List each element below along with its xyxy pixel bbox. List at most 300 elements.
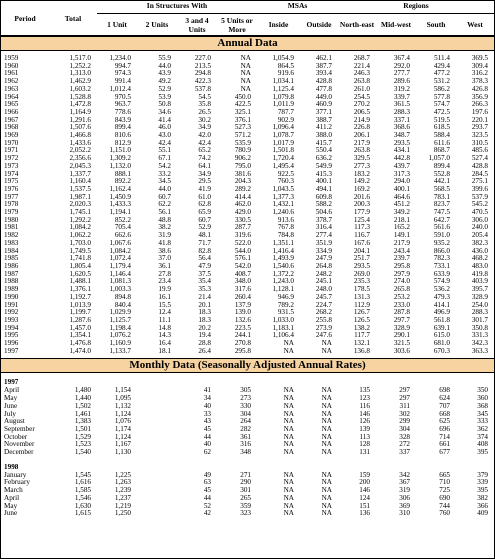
table-cell: NA [240,77,251,86]
row-period-cell: 1986 [4,261,19,270]
table-cell: 117.3 [354,223,370,232]
table-cell: 974.3 [114,69,131,78]
table-cell: 783.1 [433,192,450,201]
table-cell: 41.8 [158,238,171,247]
table-cell: 1,745.1 [69,208,91,217]
table-cell: NA [321,448,332,457]
table-cell: 367.4 [393,54,410,62]
table-cell: 201.6 [353,192,370,201]
table-cell: 550.4 [315,146,332,155]
table-cell: 220.1 [471,115,488,124]
row-period-cell: August [4,417,25,426]
table-cell: NA [283,432,294,441]
table-cell: 549.9 [315,161,332,170]
table-cell: 44 [203,493,211,502]
table-cell: 586.2 [433,84,450,93]
header-regions-group: Regions [338,1,494,14]
row-period-cell: 1993 [4,315,19,324]
table-cell: 350.8 [471,323,488,332]
table-cell: 136 [359,509,370,518]
table-cell: 1,546 [74,493,91,502]
table-cell: 387.7 [315,61,332,70]
table-cell: 449.0 [315,92,332,101]
table-cell: 2,020.3 [69,200,91,209]
table-cell: 223.5 [234,323,251,332]
table-cell: 34.9 [198,123,211,132]
table-cell: 714 [439,432,450,441]
table-cell: 665 [439,470,450,479]
header-outside: Outside [306,20,332,29]
table-cell: 213.5 [194,61,211,70]
table-cell: 328.9 [471,292,488,301]
table-cell: 537.9 [471,192,488,201]
table-cell: 34.9 [198,169,211,178]
table-cell: 1,457.0 [69,323,91,332]
table-cell: 28.8 [198,339,211,348]
table-cell: 319.2 [393,84,410,93]
table-cell: 42.0 [198,131,211,140]
row-period-cell: October [4,432,28,441]
table-cell: 450.0 [234,92,251,101]
table-cell: 1,263 [114,478,131,487]
table-header [1,1,494,36]
table-cell: 74.2 [198,154,211,163]
table-cell: NA [321,339,332,348]
table-cell: 82.8 [198,246,211,255]
table-cell: 301.7 [471,315,488,324]
table-cell: 23.4 [158,277,171,286]
row-period-cell: 1971 [4,146,19,155]
table-cell: 1,462.9 [69,77,91,86]
table-cell: 337.1 [393,115,410,124]
table-cell: NA [283,417,294,426]
table-cell: 1,472.8 [69,100,91,109]
table-cell: 206.1 [353,131,370,140]
row-period-cell: June [4,401,18,410]
table-cell: 169.2 [353,184,370,193]
monthly-year-block [1,472,494,518]
table-cell: 139 [359,424,370,433]
table-cell: 233.0 [393,300,410,309]
table-cell [137,472,177,480]
table-cell: 1,313.0 [69,69,91,78]
table-cell: 54.5 [198,92,211,101]
table-cell: 345 [477,409,488,418]
row-period-cell: 1975 [4,177,19,186]
table-cell: 19.4 [198,331,211,340]
table-cell: 19.9 [158,285,171,294]
header-msas-group: MSAs [257,1,338,14]
table-cell: 379 [477,470,488,479]
table-cell: 1,630 [74,501,91,510]
row-period-cell: 1973 [4,161,19,170]
table-cell: 56.4 [198,254,211,263]
table-cell: NA [321,470,332,479]
row-period-cell: 1980 [4,215,19,224]
table-cell: 350 [477,386,488,395]
table-cell: 126.7 [353,308,370,317]
table-cell: 1,585 [74,486,91,495]
table-cell: 293.7 [471,123,488,132]
table-cell: 395 [477,486,488,495]
table-cell: 624 [439,394,450,403]
table-cell: 1,076 [114,417,131,426]
row-period-cell: 1967 [4,115,19,124]
table-cell: 43.9 [158,69,171,78]
table-cell: 131.3 [353,292,370,301]
table-cell: 374 [477,432,488,441]
header-one-unit: 1 Unit [107,20,127,29]
table-cell: 780.9 [234,146,251,155]
table-cell: 400.1 [315,177,332,186]
table-cell: 382 [477,493,488,502]
table-cell: 1,151.0 [109,146,131,155]
table-cell: NA [240,61,251,70]
table-cell: 472.5 [433,107,450,116]
table-cell: 16.4 [158,339,171,348]
table-cell: 323 [240,509,251,518]
table-cell: 544.0 [234,246,251,255]
table-cell: 151 [359,501,370,510]
table-cell: 840.4 [114,300,131,309]
row-period-cell: February [4,478,30,487]
table-cell: 362 [477,424,488,433]
table-cell: 1,416.4 [272,246,294,255]
table-cell: 292.0 [393,61,410,70]
table-cell: 1,198.4 [109,323,131,332]
row-period-cell: 1965 [4,100,19,109]
table-cell: 303.6 [393,346,410,355]
row-period-cell: 1984 [4,246,19,255]
table-cell: 264 [240,417,251,426]
table-cell: 265 [240,493,251,502]
table-cell: 1,012.4 [109,84,131,93]
row-period-cell: 1961 [4,69,19,78]
table-cell: 248.0 [315,285,332,294]
table-cell: 294.0 [393,177,410,186]
table-cell: 1,132.0 [109,161,131,170]
table-cell: 522.0 [234,238,251,247]
table-cell: 269.0 [353,269,370,278]
table-cell: 696 [439,424,450,433]
table-cell: 609.8 [315,192,332,201]
table-cell: 382.3 [471,238,488,247]
table-cell: NA [321,493,332,502]
table-cell: 439.7 [393,161,410,170]
table-cell: 366 [477,501,488,510]
table-cell: 1,003.3 [109,285,131,294]
table-cell: 43 [203,417,211,426]
table-cell: 1,507.6 [69,123,91,132]
table-cell: 206.5 [353,107,370,116]
table-cell: 306.0 [471,215,488,224]
header-three-four-units: 3 and 4 Units [185,15,209,34]
table-cell: 34.6 [158,107,171,116]
table-cell [137,487,177,495]
table-cell: 576.1 [234,254,251,263]
table-cell: 42 [203,509,211,518]
table-cell: 311 [399,401,410,410]
table-cell: 273.9 [315,323,332,332]
table-cell: 331.3 [471,331,488,340]
table-cell: 1,132 [114,401,131,410]
table-cell: 167.6 [353,238,370,247]
table-cell: 116 [359,401,370,410]
table-cell: 251.7 [353,254,370,263]
table-cell: 1,501.8 [272,146,294,155]
table-cell: 302 [399,409,410,418]
table-cell: NA [321,501,332,510]
table-cell: 568.5 [433,184,450,193]
table-cell: 297.7 [393,315,410,324]
table-cell: 55.1 [158,146,171,155]
table-cell: 1,749.5 [69,246,91,255]
table-cell: 218.1 [393,215,410,224]
table-cell: NA [283,394,294,403]
row-period-cell: 1982 [4,231,19,240]
table-cell [137,403,177,411]
table-cell: 535.9 [234,138,251,147]
table-cell: 1,096.4 [272,123,294,132]
table-cell: 264.8 [315,261,332,270]
table-cell: 377.1 [315,107,332,116]
table-cell: 310 [399,509,410,518]
table-cell: 1,084.2 [69,223,91,232]
table-cell: 642.7 [433,215,450,224]
table-cell: NA [283,493,294,502]
table-cell: 45 [203,424,211,433]
table-cell: 11.1 [158,315,171,324]
table-cell: 319.6 [234,231,251,240]
table-cell: 20.1 [198,300,211,309]
row-period-cell: 1969 [4,131,19,140]
table-cell: 902.9 [277,115,294,124]
table-cell: 422.3 [194,77,211,86]
table-cell: 1,291.6 [69,115,91,124]
table-cell: 217.9 [353,138,370,147]
table-cell [137,434,177,442]
table-cell: 496.9 [433,308,450,317]
table-cell: 45 [203,486,211,495]
table-cell: 1,529 [74,432,91,441]
table-cell: 1,603.2 [69,84,91,93]
table-cell: 1,433.6 [69,138,91,147]
table-cell: 351.9 [315,238,332,247]
table-cell: 537.8 [194,84,211,93]
table-cell: 339.7 [393,92,410,101]
table-cell: 1,162.4 [109,184,131,193]
table-cell: 479.3 [433,292,450,301]
header-midwest: Mid-west [381,20,411,29]
table-cell: 363.3 [471,346,488,355]
table-cell: 287.8 [393,308,410,317]
table-cell: 1,017.9 [272,138,294,147]
table-cell: 1,125.7 [109,315,131,324]
table-cell: 37.5 [198,269,211,278]
table-cell: 931.5 [277,308,294,317]
table-cell: 408 [477,440,488,449]
table-cell: 1,033.0 [272,315,294,324]
table-cell: 18.1 [158,346,171,355]
table-cell: 1,495.4 [272,161,294,170]
table-cell: 247.9 [315,254,332,263]
table-cell: 132.6 [234,315,251,324]
table-cell: 42.4 [158,138,171,147]
header-inside: Inside [268,20,289,29]
table-cell: 310.5 [471,138,488,147]
table-cell: 112.9 [354,300,370,309]
table-cell: 177.9 [353,208,370,217]
row-period-cell: 1977 [4,192,19,201]
table-cell: 462.1 [315,54,332,62]
table-cell: 970.5 [114,92,131,101]
table-cell: 1,125.4 [272,84,294,93]
table-cell: 677 [439,448,450,457]
row-period-cell: 1970 [4,138,19,147]
table-cell: 633.9 [433,269,450,278]
table-cell: 388.7 [315,115,332,124]
table-cell: 361.5 [393,100,410,109]
table-cell: 26.4 [198,346,211,355]
table-cell: 55.9 [158,54,171,62]
table-cell: 254.0 [471,300,488,309]
table-cell: NA [321,346,332,355]
header-two-units: 2 Units [145,20,169,29]
row-period-cell: April [4,386,20,395]
table-cell: 295.8 [393,261,410,270]
table-cell: NA [321,440,332,449]
table-cell: 333 [477,417,488,426]
row-period-cell: 1995 [4,331,19,340]
table-cell: 56.1 [158,208,171,217]
table-cell: 1,072.4 [109,254,131,263]
table-cell: 43.0 [158,131,171,140]
row-period-cell: January [4,470,27,479]
table-cell: 1,239 [114,486,131,495]
table-cell: 681.0 [433,339,450,348]
table-cell: 319 [399,486,410,495]
table-cell: 662.6 [114,231,131,240]
table-cell: NA [321,394,332,403]
table-cell: 1,124 [114,409,131,418]
row-period-cell: 1974 [4,169,19,178]
table-cell: 367 [399,478,410,487]
table-cell: 306 [399,493,410,502]
table-cell: 35.4 [198,277,211,286]
table-cell: 483.0 [471,261,488,270]
table-cell: NA [321,486,332,495]
table-cell: 321.5 [393,339,410,348]
table-cell: 789.2 [277,300,294,309]
table-cell: 178.5 [353,285,370,294]
table-cell: 48.8 [158,215,171,224]
table-cell: 591.0 [433,231,450,240]
table-cell: 2,052.2 [69,146,91,155]
table-cell: NA [283,440,294,449]
table-cell: 1,133.7 [109,346,131,355]
table-cell: NA [283,509,294,518]
table-cell: 588.2 [315,200,332,209]
table-cell: 317.6 [234,285,251,294]
table-cell: 41 [203,386,211,395]
table-cell: 277.4 [315,231,332,240]
table-cell: 519.5 [433,115,450,124]
table-cell: 378.3 [471,77,488,86]
table-cell: NA [283,386,294,395]
table-cell: 149.1 [393,231,410,240]
table-cell: 892.2 [114,177,131,186]
table-cell: 1,084.2 [109,246,131,255]
table-cell: 270.8 [234,339,251,348]
table-cell: 348.7 [393,131,410,140]
table-cell: 62.2 [158,200,171,209]
header-south: South [426,20,446,29]
table-cell: 899.4 [114,123,131,132]
table-cell: 1,615 [74,509,91,518]
table-cell: 135 [359,386,370,395]
table-cell: 1,383 [74,417,91,426]
table-cell: 224.7 [315,300,332,309]
table-cell: 1,545 [74,470,91,479]
table-cell: 561.6 [433,223,450,232]
table-cell: 299 [399,417,410,426]
table-cell: 494.1 [315,184,332,193]
row-period-cell: March [4,486,23,495]
table-cell: 60.7 [198,215,211,224]
table-cell: 40 [203,401,211,410]
table-cell: NA [321,409,332,418]
table-cell: 1,146.4 [109,269,131,278]
row-period-cell: 1976 [4,184,19,193]
row-period-cell: May [4,394,18,403]
table-cell: 1,537.5 [69,184,91,193]
table-cell: 1,130 [114,448,131,457]
table-cell: 42.4 [198,138,211,147]
table-cell: 52.9 [198,223,211,232]
table-cell: 26.5 [198,107,211,116]
table-cell: 268.2 [315,308,332,317]
table-cell: 35.3 [198,285,211,294]
table-cell: 204.1 [353,246,370,255]
table-cell: 477.2 [433,69,450,78]
table-cell: 37.0 [158,254,171,263]
table-cell: 760.3 [277,177,294,186]
row-period-cell: June [4,509,18,518]
table-cell: 1,034.1 [272,77,294,86]
table-cell: 239.7 [393,254,410,263]
table-cell: 428.8 [471,161,488,170]
header-northeast: North-east [339,20,375,29]
table-cell: 146 [359,409,370,418]
row-period-cell: 1960 [4,61,19,70]
table-cell: 1,440 [74,394,91,403]
table-cell: 46.0 [158,123,171,132]
table-cell: 866.0 [433,246,450,255]
table-cell: 243.4 [393,246,410,255]
row-period-cell: May [4,501,18,510]
table-cell: 124 [359,493,370,502]
table-cell: 393.4 [315,69,332,78]
table-cell: 1,192.7 [69,292,91,301]
table-cell: 615.0 [433,331,450,340]
table-cell: 277.3 [353,161,370,170]
table-cell: 337 [399,448,410,457]
table-cell: 429.4 [433,61,450,70]
table-cell: NA [321,386,332,395]
table-cell: 552.8 [433,169,450,178]
table-cell: 54.2 [158,161,171,170]
table-cell: 994.7 [114,61,131,70]
